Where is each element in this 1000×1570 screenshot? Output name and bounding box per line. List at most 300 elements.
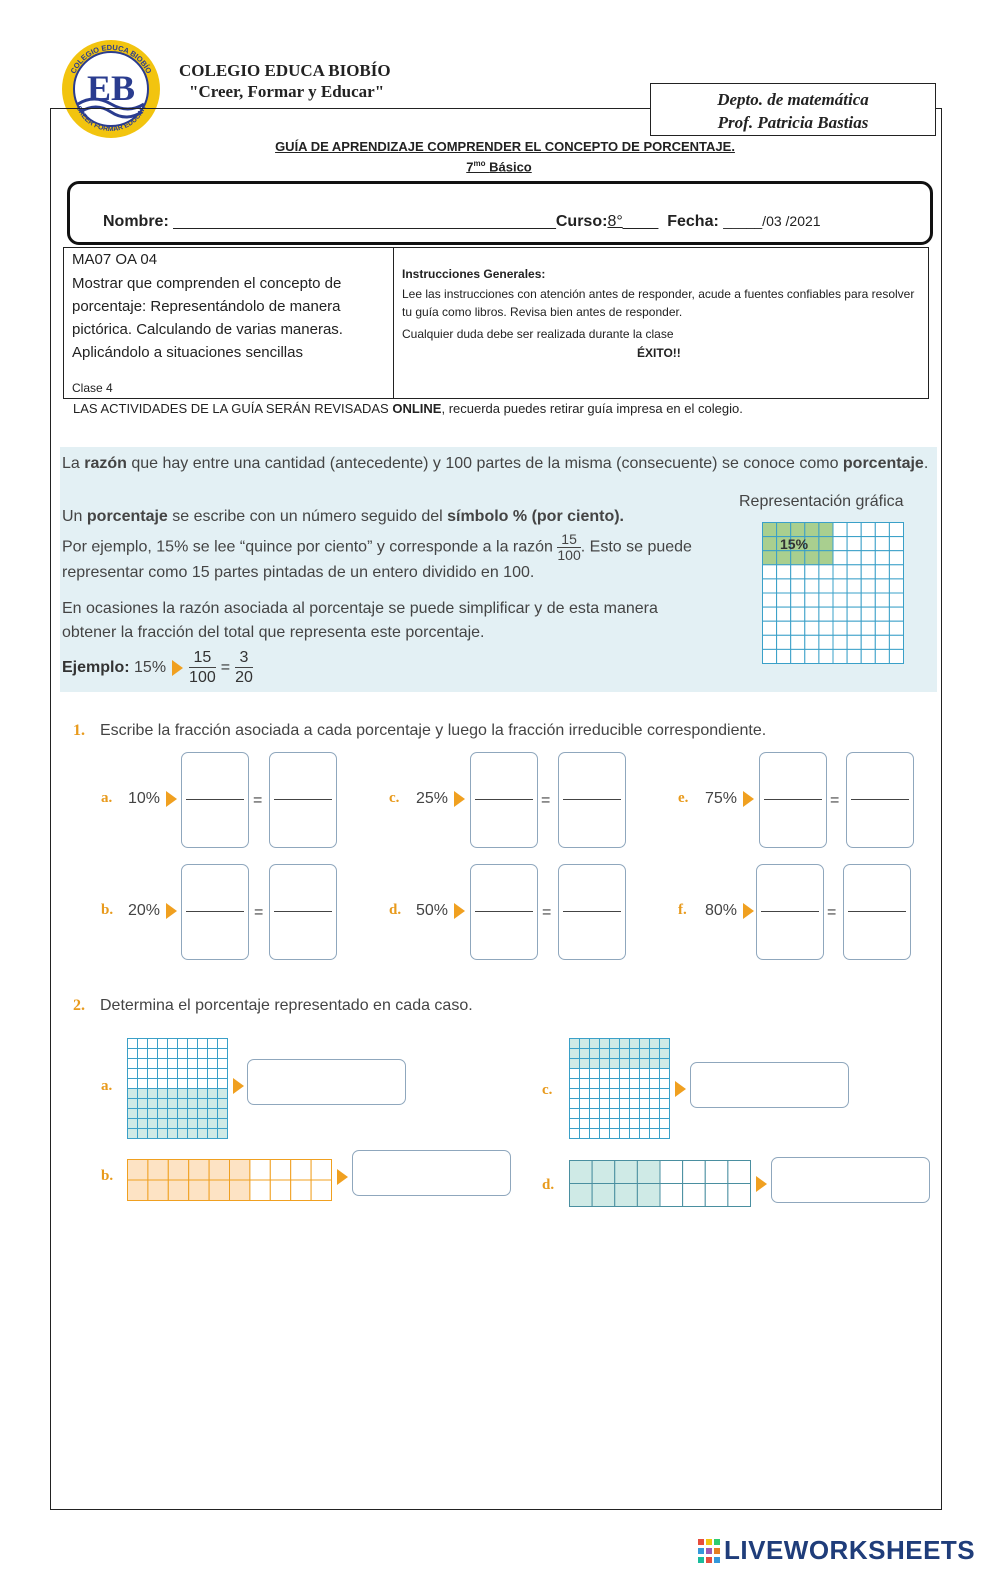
grid-cell xyxy=(270,1180,290,1201)
grid-cell-shaded xyxy=(620,1059,630,1069)
grid-cell xyxy=(148,1079,158,1089)
grid-cell-shaded xyxy=(209,1180,229,1201)
grid-cell xyxy=(291,1180,311,1201)
grid-cell xyxy=(889,593,903,607)
grid-cell xyxy=(791,649,805,663)
grid-cell xyxy=(178,1069,188,1079)
q1-c-irreducible-input[interactable] xyxy=(558,752,626,848)
grid-cell-shaded xyxy=(138,1119,148,1129)
q1-d-fraction-input[interactable] xyxy=(470,864,538,960)
q1-a-irreducible-input[interactable] xyxy=(269,752,337,848)
q1-b-irreducible-input[interactable] xyxy=(269,864,337,960)
grid-cell xyxy=(805,621,819,635)
grid-cell xyxy=(208,1039,218,1049)
grid-cell-shaded xyxy=(189,1160,209,1181)
arrow-icon xyxy=(166,791,177,807)
grid-cell xyxy=(650,1129,660,1139)
grid-cell xyxy=(148,1059,158,1069)
grid-cell-shaded xyxy=(791,523,805,537)
grid-cell xyxy=(875,565,889,579)
logo-ring-bottom: CREER FORMAR EDUCAR xyxy=(74,105,148,134)
grid-cell xyxy=(610,1109,620,1119)
grid-cell-shaded xyxy=(208,1089,218,1099)
grid-cell xyxy=(270,1160,290,1181)
grid-cell-shaded xyxy=(218,1119,228,1129)
grid-cell xyxy=(610,1089,620,1099)
grid-cell-shaded xyxy=(230,1160,250,1181)
grid-cell xyxy=(875,523,889,537)
grid-cell-shaded xyxy=(218,1109,228,1119)
grid-cell xyxy=(630,1079,640,1089)
name-field[interactable]: ___________________________________________ xyxy=(173,213,556,230)
grid-cell-shaded xyxy=(148,1089,158,1099)
grid-cell xyxy=(640,1119,650,1129)
grid-cell xyxy=(660,1069,670,1079)
grid-cell xyxy=(630,1089,640,1099)
grid-cell xyxy=(650,1119,660,1129)
concept-paragraph-3 xyxy=(62,532,692,563)
grid-cell-shaded xyxy=(188,1119,198,1129)
grid-cell-shaded xyxy=(158,1109,168,1119)
q2-c-grid xyxy=(569,1038,670,1139)
grid-cell xyxy=(158,1059,168,1069)
grid-cell-shaded xyxy=(168,1089,178,1099)
grid-cell-shaded xyxy=(620,1049,630,1059)
grid-cell-shaded xyxy=(580,1039,590,1049)
grid-cell xyxy=(610,1079,620,1089)
instructions-text: Lee las instrucciones con atención antes de responder, acude a fuentes confiables para resolver tu guía como libros. Revisa bien antes de responder. xyxy=(402,287,915,319)
p1-razon: razón xyxy=(84,455,127,472)
grid-cell-shaded xyxy=(650,1059,660,1069)
grid-cell xyxy=(630,1099,640,1109)
grid-cell-shaded xyxy=(178,1129,188,1139)
grid-cell-shaded xyxy=(218,1099,228,1109)
date-field[interactable]: _____/03 /2021 xyxy=(723,213,821,229)
q1-item-c-percent: 25% xyxy=(416,790,449,807)
grid-cell xyxy=(218,1059,228,1069)
grid-cell xyxy=(660,1184,683,1207)
grid-cell-shaded xyxy=(218,1089,228,1099)
grid-cell xyxy=(660,1109,670,1119)
q1-d-irreducible-input[interactable] xyxy=(558,864,626,960)
grid-cell xyxy=(610,1119,620,1129)
grid-cell xyxy=(198,1059,208,1069)
q1-f-fraction-input[interactable] xyxy=(756,864,824,960)
grid-cell-shaded xyxy=(128,1089,138,1099)
grid-cell xyxy=(580,1129,590,1139)
arrow-icon xyxy=(743,903,754,919)
p3-b: . Esto se puede xyxy=(580,538,692,556)
p2-c: se escribe con un número seguido del xyxy=(167,508,448,525)
objective-code: MA07 OA 04 xyxy=(72,251,158,268)
grid-cell xyxy=(889,649,903,663)
grid-cell-shaded xyxy=(650,1039,660,1049)
grid-cell xyxy=(168,1079,178,1089)
grid-cell xyxy=(188,1039,198,1049)
logo-ring-top: COLEGIO EDUCA BIOBÍO xyxy=(68,42,154,76)
grid-cell xyxy=(138,1059,148,1069)
concept-paragraph-2 xyxy=(62,508,624,526)
grid-cell xyxy=(889,551,903,565)
grid-cell-shaded xyxy=(158,1099,168,1109)
example-equals: = xyxy=(220,658,231,676)
grid-cell xyxy=(833,593,847,607)
grid-cell xyxy=(570,1099,580,1109)
grid-cell-shaded xyxy=(620,1039,630,1049)
grid-cell xyxy=(833,523,847,537)
grid-cell xyxy=(620,1099,630,1109)
grid-cell-shaded xyxy=(580,1049,590,1059)
grid-cell-shaded xyxy=(188,1099,198,1109)
grid-cell-shaded xyxy=(198,1129,208,1139)
grid-cell-shaded xyxy=(640,1059,650,1069)
grid-cell xyxy=(777,621,791,635)
grid-cell xyxy=(620,1119,630,1129)
grid-cell-shaded xyxy=(805,523,819,537)
grid-cell xyxy=(650,1069,660,1079)
grid-cell-shaded xyxy=(570,1059,580,1069)
grid-cell-shaded xyxy=(600,1039,610,1049)
grid-cell xyxy=(311,1160,331,1181)
grid-cell-shaded xyxy=(208,1099,218,1109)
grid-cell xyxy=(889,621,903,635)
grid-cell xyxy=(178,1059,188,1069)
grid-cell xyxy=(847,593,861,607)
grid-cell xyxy=(650,1089,660,1099)
online-notice xyxy=(73,401,743,416)
grid-cell xyxy=(620,1079,630,1089)
grid-cell xyxy=(660,1089,670,1099)
grid-cell xyxy=(128,1069,138,1079)
grid-cell-shaded xyxy=(138,1109,148,1119)
grid-cell xyxy=(208,1069,218,1079)
grid-cell xyxy=(208,1079,218,1089)
q1-item-d-letter: d. xyxy=(389,902,402,918)
grid-cell-shaded xyxy=(791,551,805,565)
grid-cell xyxy=(188,1069,198,1079)
grid-cell xyxy=(819,565,833,579)
grid-cell xyxy=(728,1184,751,1207)
grid-cell xyxy=(777,579,791,593)
grid-cell xyxy=(660,1079,670,1089)
grid-cell xyxy=(148,1069,158,1079)
grid-cell xyxy=(570,1129,580,1139)
q1-item-f-letter: f. xyxy=(678,902,687,918)
liveworksheets-logo xyxy=(698,1535,975,1566)
grid-cell-shaded xyxy=(650,1049,660,1059)
grid-cell-shaded xyxy=(763,523,777,537)
grid-cell-shaded xyxy=(610,1059,620,1069)
notice-before: LAS ACTIVIDADES DE LA GUÍA SERÁN REVISADAS xyxy=(73,401,393,416)
q2-item-d-letter: d. xyxy=(542,1177,555,1193)
arrow-icon xyxy=(233,1078,244,1094)
p3-a: Por ejemplo, 15% se lee “quince por ciento” y corresponde a la razón xyxy=(62,538,553,556)
q1-a-fraction-input[interactable] xyxy=(181,752,249,848)
department-name: Depto. de matemática xyxy=(717,90,869,109)
grid-cell-shaded xyxy=(168,1129,178,1139)
grid-cell xyxy=(861,579,875,593)
q1-e-irreducible-input[interactable] xyxy=(846,752,914,848)
grid-cell xyxy=(128,1039,138,1049)
grid-cell xyxy=(875,551,889,565)
grid-cell-shaded xyxy=(178,1089,188,1099)
grid-cell xyxy=(683,1161,706,1184)
grid-cell-shaded xyxy=(763,537,777,551)
course-label: Curso: xyxy=(555,213,608,230)
q1-item-e-percent: 75% xyxy=(705,790,738,807)
grid-cell xyxy=(650,1079,660,1089)
q1-item-c-letter: c. xyxy=(389,790,400,806)
grid-cell xyxy=(819,579,833,593)
name-label: Nombre: xyxy=(103,213,169,230)
grid-cell-shaded xyxy=(138,1089,148,1099)
grid-cell xyxy=(660,1119,670,1129)
grid-cell-shaded xyxy=(158,1119,168,1129)
grid-cell xyxy=(198,1069,208,1079)
grid-cell xyxy=(875,537,889,551)
grid-cell xyxy=(640,1099,650,1109)
grid-cell xyxy=(138,1069,148,1079)
grid-cell xyxy=(833,579,847,593)
grid-cell xyxy=(791,635,805,649)
arrow-icon xyxy=(166,903,177,919)
grid-cell xyxy=(819,593,833,607)
grid-cell xyxy=(590,1119,600,1129)
grid-cell-shaded xyxy=(208,1119,218,1129)
q1-item-b-letter: b. xyxy=(101,902,114,918)
q2-item-a-letter: a. xyxy=(101,1078,113,1094)
grid-cell xyxy=(570,1069,580,1079)
grid-cell xyxy=(861,621,875,635)
grid-cell xyxy=(158,1049,168,1059)
grid-cell-shaded xyxy=(178,1119,188,1129)
grid-cell-shaded xyxy=(615,1184,638,1207)
grid-cell xyxy=(138,1049,148,1059)
p3-fraction xyxy=(557,532,580,563)
grid-cell-shaded xyxy=(660,1039,670,1049)
grid-cell-shaded xyxy=(630,1049,640,1059)
q2-text: Determina el porcentaje representado en cada caso. xyxy=(100,997,473,1014)
grid-cell-shaded xyxy=(208,1109,218,1119)
grid-cell-shaded xyxy=(590,1049,600,1059)
grid-cell-shaded xyxy=(128,1119,138,1129)
grid-cell-shaded xyxy=(570,1049,580,1059)
grid-cell-shaded xyxy=(128,1180,148,1201)
grid-cell-shaded xyxy=(600,1049,610,1059)
grid-cell xyxy=(590,1099,600,1109)
grid-cell xyxy=(705,1161,728,1184)
course-blank[interactable]: ____ xyxy=(622,213,659,230)
grid-cell xyxy=(847,635,861,649)
grid-cell xyxy=(580,1069,590,1079)
grid-cell xyxy=(777,565,791,579)
grid-cell xyxy=(889,523,903,537)
grid-cell xyxy=(128,1049,138,1059)
grid-cell xyxy=(660,1129,670,1139)
grid-cell xyxy=(198,1079,208,1089)
grid-cell xyxy=(819,649,833,663)
instructions-title: Instrucciones Generales: xyxy=(402,267,546,281)
logo-letters: EB xyxy=(86,68,136,108)
grid-cell xyxy=(218,1069,228,1079)
q1-number: 1. xyxy=(73,722,85,739)
grid-cell xyxy=(805,649,819,663)
concept-paragraph-3b: representar como 15 partes pintadas de un entero dividido en 100. xyxy=(62,564,535,581)
notice-online: ONLINE xyxy=(392,401,442,416)
grade-superscript: mo xyxy=(473,159,486,168)
grid-cell xyxy=(650,1109,660,1119)
p2-simbolo: símbolo % (por ciento). xyxy=(447,508,624,525)
grid-cell-shaded xyxy=(148,1099,158,1109)
grid-cell xyxy=(620,1069,630,1079)
grid-cell xyxy=(640,1089,650,1099)
grid-cell xyxy=(178,1049,188,1059)
objective-text: Mostrar que comprenden el concepto de porcentaje: Representándolo de manera pictórica. Calculando de varias maneras. Aplicándolo a situaciones sencillas xyxy=(72,275,343,361)
grid-cell xyxy=(805,565,819,579)
grid-cell xyxy=(218,1049,228,1059)
q1-item-b-percent: 20% xyxy=(128,902,161,919)
grid-cell xyxy=(570,1119,580,1129)
grid-cell xyxy=(875,621,889,635)
example-fraction-1 xyxy=(189,648,216,687)
grid-cell xyxy=(777,649,791,663)
grid-cell xyxy=(777,635,791,649)
grid-cell xyxy=(847,565,861,579)
grid-cell xyxy=(630,1129,640,1139)
grid-cell-shaded xyxy=(138,1099,148,1109)
grid-cell xyxy=(728,1161,751,1184)
grid-cell-shaded xyxy=(640,1039,650,1049)
grid-cell xyxy=(833,621,847,635)
grid-cell-shaded xyxy=(198,1109,208,1119)
concept-paragraph-4: En ocasiones la razón asociada al porcentaje se puede simplificar y de esta manera obtener la fracción del total que representa este porcentaje. xyxy=(62,600,658,641)
grid-cell xyxy=(138,1039,148,1049)
q1-e-fraction-input[interactable] xyxy=(759,752,827,848)
grid-cell xyxy=(600,1109,610,1119)
school-name: COLEGIO EDUCA BIOBÍO xyxy=(179,61,391,80)
grid-cell xyxy=(178,1079,188,1089)
q2-a-answer-input[interactable] xyxy=(247,1059,406,1105)
grid-cell xyxy=(291,1160,311,1181)
grid-cell xyxy=(188,1079,198,1089)
grid-cell xyxy=(805,579,819,593)
grid-cell-shaded xyxy=(590,1039,600,1049)
grid-cell-shaded xyxy=(168,1180,188,1201)
arrow-icon xyxy=(756,1176,767,1192)
grid-cell xyxy=(805,593,819,607)
grid-cell xyxy=(833,565,847,579)
grid-cell xyxy=(590,1069,600,1079)
grid-cell xyxy=(188,1059,198,1069)
grid-cell xyxy=(847,551,861,565)
grid-cell-shaded xyxy=(209,1160,229,1181)
q1-item-a-letter: a. xyxy=(101,790,113,806)
grid-cell xyxy=(889,565,903,579)
grid-cell-shaded xyxy=(148,1180,168,1201)
q1-f-irreducible-input[interactable] xyxy=(843,864,911,960)
grid-cell xyxy=(861,523,875,537)
grid-cell-shaded xyxy=(610,1039,620,1049)
grid-cell xyxy=(158,1069,168,1079)
grid-cell-shaded xyxy=(819,537,833,551)
grid-cell xyxy=(861,565,875,579)
q2-number: 2. xyxy=(73,997,85,1014)
grid-cell xyxy=(580,1109,590,1119)
grid-cell xyxy=(791,607,805,621)
grid-cell xyxy=(250,1160,270,1181)
grid-cell xyxy=(875,607,889,621)
q1-b-fraction-input[interactable] xyxy=(181,864,249,960)
school-motto: "Creer, Formar y Educar" xyxy=(189,82,385,101)
grid-cell xyxy=(580,1089,590,1099)
grid-cell xyxy=(861,635,875,649)
grid-cell-shaded xyxy=(178,1099,188,1109)
grid-cell-shaded xyxy=(128,1109,138,1119)
grid-cell xyxy=(875,649,889,663)
grid-cell xyxy=(610,1129,620,1139)
grid-cell xyxy=(777,607,791,621)
grid-cell xyxy=(198,1049,208,1059)
grid-cell xyxy=(600,1069,610,1079)
grid-cell xyxy=(620,1129,630,1139)
grid-cell-shaded xyxy=(660,1059,670,1069)
grid-cell xyxy=(600,1099,610,1109)
grid-cell-shaded xyxy=(198,1119,208,1129)
grid-cell xyxy=(590,1129,600,1139)
q2-b-answer-input[interactable] xyxy=(352,1150,511,1196)
p3-numerator: 15 xyxy=(557,532,580,548)
grid-cell xyxy=(620,1109,630,1119)
grid-cell xyxy=(847,537,861,551)
grid-cell xyxy=(311,1180,331,1201)
p2-a: Un xyxy=(62,508,87,525)
grid-cell xyxy=(640,1069,650,1079)
info-table-divider xyxy=(393,247,394,398)
grid-cell xyxy=(610,1069,620,1079)
grid-cell xyxy=(683,1184,706,1207)
q1-item-d-percent: 50% xyxy=(416,902,449,919)
q1-text: Escribe la fracción asociada a cada porcentaje y luego la fracción irreducible correspondiente. xyxy=(100,722,767,739)
instructions-doubts: Cualquier duda debe ser realizada durante la clase xyxy=(402,327,674,341)
q2-d-answer-input[interactable] xyxy=(771,1157,930,1203)
grid-cell xyxy=(158,1039,168,1049)
grid-cell xyxy=(610,1099,620,1109)
grid-cell xyxy=(168,1049,178,1059)
grid-cell-shaded xyxy=(178,1109,188,1119)
arrow-icon xyxy=(454,903,465,919)
grid-cell xyxy=(847,621,861,635)
grid-cell xyxy=(640,1129,650,1139)
q2-item-c-letter: c. xyxy=(542,1082,553,1098)
course-value[interactable]: 8° xyxy=(607,213,623,230)
grid-cell xyxy=(763,593,777,607)
q1-c-fraction-input[interactable] xyxy=(470,752,538,848)
grid-cell xyxy=(138,1079,148,1089)
grid-cell xyxy=(148,1049,158,1059)
grid-cell-shaded xyxy=(128,1099,138,1109)
grid-cell-shaded xyxy=(208,1129,218,1139)
q2-c-answer-input[interactable] xyxy=(690,1062,849,1108)
grid-cell xyxy=(875,593,889,607)
example-num-2: 3 xyxy=(235,648,253,668)
grid-cell-shaded xyxy=(168,1099,178,1109)
grid-cell xyxy=(660,1099,670,1109)
grid-cell xyxy=(208,1059,218,1069)
representation-title: Representación gráfica xyxy=(739,493,904,510)
grid-cell-shaded xyxy=(630,1059,640,1069)
arrow-icon xyxy=(675,1081,686,1097)
grid-cell xyxy=(590,1079,600,1089)
